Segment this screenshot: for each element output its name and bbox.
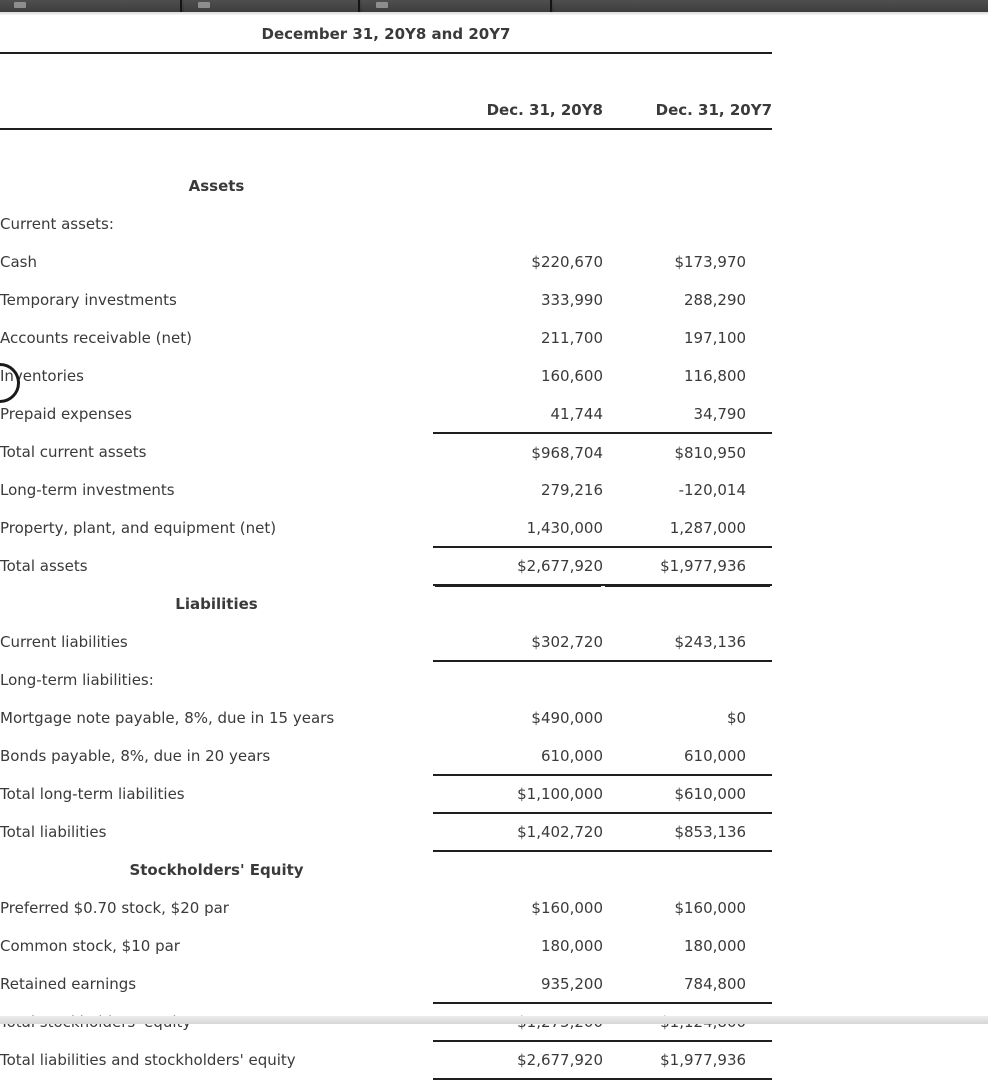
row-value-year8: $1,275,200 (433, 1003, 603, 1041)
row-label: Total stockholders' equity (0, 1003, 433, 1041)
table-row-total (0, 433, 772, 471)
row-label: Current assets: (0, 205, 433, 243)
header-bottom-rule (0, 129, 772, 167)
table-row-section-assets (0, 167, 772, 205)
table-row (0, 243, 772, 281)
row-label: Common stock, $10 par (0, 927, 433, 965)
row-label: Total assets (0, 547, 433, 585)
row-value-year7: 1,287,000 (603, 509, 772, 547)
row-value-year7: $160,000 (603, 889, 772, 927)
row-value-year8: 1,430,000 (433, 509, 603, 547)
row-label: Total liabilities and stockholders' equity (0, 1041, 433, 1079)
row-value-year7: $1,124,800 (603, 1003, 772, 1041)
table-row (0, 395, 772, 433)
row-value-year7: -120,014 (603, 471, 772, 509)
row-value-year8: $490,000 (433, 699, 603, 737)
section-heading-assets: Assets (0, 167, 433, 205)
row-label: Current liabilities (0, 623, 433, 661)
row-value-year7: $853,136 (603, 813, 772, 851)
table-row (0, 319, 772, 357)
table-row-total (0, 547, 772, 585)
table-row (0, 661, 772, 699)
browser-tab-4[interactable] (554, 0, 988, 12)
row-label: Accounts receivable (net) (0, 319, 433, 357)
row-value-year8: 160,600 (433, 357, 603, 395)
section-equity-spacer-y8 (433, 851, 603, 889)
row-value-year7 (603, 661, 772, 699)
table-row (0, 737, 772, 775)
page-bottom-scroll-strip[interactable] (0, 1016, 988, 1024)
row-value-year8 (433, 661, 603, 699)
table-row (0, 205, 772, 243)
row-value-year7 (603, 205, 772, 243)
table-row-section-liabilities (0, 585, 772, 623)
row-value-year8: 610,000 (433, 737, 603, 775)
row-value-year7: $173,970 (603, 243, 772, 281)
row-value-year8: $302,720 (433, 623, 603, 661)
table-row-total (0, 775, 772, 813)
row-value-year7: $243,136 (603, 623, 772, 661)
row-value-year7: $810,950 (603, 433, 772, 471)
row-label: Preferred $0.70 stock, $20 par (0, 889, 433, 927)
table-row (0, 281, 772, 319)
row-label: Total current assets (0, 433, 433, 471)
row-label: Total long-term liabilities (0, 775, 433, 813)
row-label: Bonds payable, 8%, due in 20 years (0, 737, 433, 775)
row-value-year8: $2,677,920 (433, 547, 603, 585)
table-row-total (0, 813, 772, 851)
row-label: Mortgage note payable, 8%, due in 15 years (0, 699, 433, 737)
row-value-year8: $1,100,000 (433, 775, 603, 813)
tab-favicon-icon (376, 2, 388, 8)
column-header-label (0, 91, 433, 129)
browser-tab-2[interactable] (184, 0, 360, 12)
row-value-year7: $1,977,936 (603, 1041, 772, 1079)
row-value-year7: 180,000 (603, 927, 772, 965)
column-header-year8: Dec. 31, 20Y8 (433, 91, 603, 129)
tab-favicon-icon (14, 2, 26, 8)
table-row (0, 927, 772, 965)
table-row (0, 509, 772, 547)
row-value-year7: $1,977,936 (603, 547, 772, 585)
row-label: Long-term liabilities: (0, 661, 433, 699)
table-row (0, 965, 772, 1003)
table-row-title (0, 15, 772, 53)
document-date-title: December 31, 20Y8 and 20Y7 (0, 15, 772, 53)
header-top-rule (0, 53, 772, 91)
row-value-year8: 333,990 (433, 281, 603, 319)
row-value-year8 (433, 205, 603, 243)
tab-favicon-icon (198, 2, 210, 8)
browser-tab-1[interactable] (0, 0, 182, 12)
row-label: Total liabilities (0, 813, 433, 851)
browser-tab-strip (0, 0, 988, 12)
row-value-year8: $160,000 (433, 889, 603, 927)
row-label: Property, plant, and equipment (net) (0, 509, 433, 547)
row-value-year8: 180,000 (433, 927, 603, 965)
row-value-year7: 34,790 (603, 395, 772, 433)
section-heading-liabilities: Liabilities (0, 585, 433, 623)
rule-row-under-headers (0, 129, 772, 167)
column-header-year7: Dec. 31, 20Y7 (603, 91, 772, 129)
section-heading-stockholders-equity: Stockholders' Equity (0, 851, 433, 889)
row-label: Prepaid expenses (0, 395, 433, 433)
row-value-year8: $2,677,920 (433, 1041, 603, 1079)
row-value-year8: 41,744 (433, 395, 603, 433)
rule-row-under-title (0, 53, 772, 91)
table-row (0, 357, 772, 395)
table-row-section-equity (0, 851, 772, 889)
section-liabilities-spacer-y7 (603, 585, 772, 623)
row-label: Retained earnings (0, 965, 433, 1003)
section-equity-spacer-y7 (603, 851, 772, 889)
browser-tab-3[interactable] (362, 0, 552, 12)
section-assets-spacer-y7 (603, 167, 772, 205)
section-assets-spacer-y8 (433, 167, 603, 205)
row-value-year8: $968,704 (433, 433, 603, 471)
table-row (0, 623, 772, 661)
row-value-year8: 211,700 (433, 319, 603, 357)
row-value-year7: 610,000 (603, 737, 772, 775)
row-value-year7: 116,800 (603, 357, 772, 395)
row-value-year8: $1,402,720 (433, 813, 603, 851)
row-value-year8: 279,216 (433, 471, 603, 509)
row-value-year7: 197,100 (603, 319, 772, 357)
table-header-row (0, 91, 772, 129)
section-liabilities-spacer-y8 (433, 585, 603, 623)
table-row (0, 699, 772, 737)
row-value-year7: 784,800 (603, 965, 772, 1003)
row-label: Temporary investments (0, 281, 433, 319)
table-row-grand-total (0, 1041, 772, 1079)
row-label: Long-term investments (0, 471, 433, 509)
row-value-year7: $0 (603, 699, 772, 737)
row-value-year8: $220,670 (433, 243, 603, 281)
row-value-year7: 288,290 (603, 281, 772, 319)
row-label: Inventories (0, 357, 433, 395)
row-label: Cash (0, 243, 433, 281)
row-value-year8: 935,200 (433, 965, 603, 1003)
table-row (0, 889, 772, 927)
row-value-year7: $610,000 (603, 775, 772, 813)
balance-sheet-document (0, 15, 988, 1024)
balance-sheet-table (0, 15, 772, 1080)
table-row (0, 471, 772, 509)
